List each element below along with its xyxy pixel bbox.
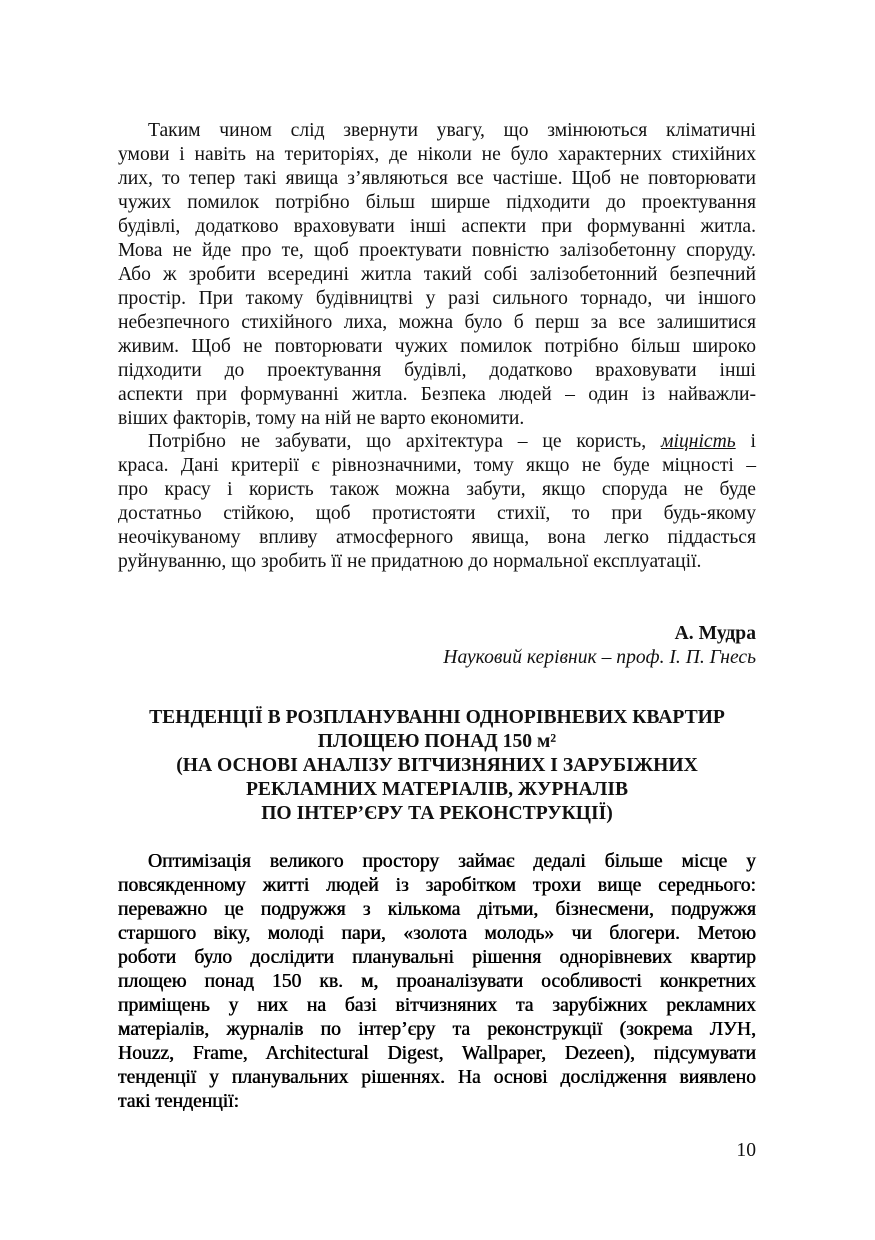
- title-line: РЕКЛАМНИХ МАТЕРІАЛІВ, ЖУРНАЛІВ: [245, 779, 629, 800]
- text-line: руйнуванню, що зробить її не придатною до нормальної експлуатації.: [118, 551, 702, 572]
- paragraph-2: [118, 430, 756, 574]
- page-number: 10: [736, 1140, 756, 1161]
- text-line: такі тенденції:: [118, 1091, 240, 1112]
- text-line: небезпечного стихійного лиха, можна було б перш за все залишитися: [118, 312, 756, 333]
- text-line: чужих помилок потрібно більш ширше підходити до проектування: [118, 192, 756, 213]
- text-line: Houzz, Frame, Architectural Digest, Wallpaper, Dezeen), підсумувати: [118, 1043, 756, 1064]
- title-line: ТЕНДЕНЦІЇ В РОЗПЛАНУВАННІ ОДНОРІВНЕВИХ КВАРТИР: [149, 707, 725, 728]
- article-title: [118, 706, 756, 826]
- text-line: Оптимізація великого простору займає дедалі більше місце у: [148, 851, 756, 872]
- text-line: площею понад 150 кв. м, проаналізувати особливості конкретних: [118, 971, 756, 992]
- paragraph-3: [118, 850, 756, 1114]
- emphasized-word: міцність: [661, 431, 736, 452]
- text-line: старшого віку, молоді пари, «золота молодь» чи блогери. Метою: [118, 923, 756, 944]
- text-line: тенденції у планувальних рішеннях. На основі дослідження виявлено: [118, 1067, 756, 1088]
- text-line: матеріалів, журналів по інтер’єру та реконструкції (зокрема ЛУН,: [118, 1019, 756, 1040]
- text-line: [118, 430, 756, 454]
- text-line: про красу і користь також можна забути, якщо споруда не буде: [118, 479, 756, 500]
- title-line: ПО ІНТЕР’ЄРУ ТА РЕКОНСТРУКЦІЇ): [261, 803, 613, 824]
- text-line: будівлі, додатково враховувати інші аспекти при формуванні житла.: [118, 216, 756, 237]
- text-line: Таким чином слід звернути увагу, що змінюються кліматичні: [148, 120, 756, 141]
- text-segment: і: [750, 431, 756, 452]
- text-line: неочікуваному впливу атмосферного явища, вона легко піддасться: [118, 527, 756, 548]
- text-line: Або ж зробити всередині житла такий собі залізобетонний безпечний: [118, 264, 756, 285]
- text-line: підходити до проектування будівлі, додатково враховувати інші: [118, 360, 756, 381]
- text-line: повсякденному житті людей із заробітком трохи вище середнього:: [118, 875, 756, 896]
- text-line: достатньо стійкою, щоб протистояти стихії, то при будь-якому: [118, 503, 756, 524]
- text-line: приміщень у них на базі вітчизняних та зарубіжних рекламних: [118, 995, 756, 1016]
- title-line: ПЛОЩЕЮ ПОНАД 150 м²: [317, 731, 557, 752]
- paragraph-1: [118, 119, 756, 431]
- text-line: Мова не йде про те, щоб проектувати повністю залізобетонну споруду.: [118, 240, 756, 261]
- text-line: віших факторів, тому на ній не варто економити.: [118, 408, 525, 429]
- text-line: лих, то тепер такі явища з’являються все частіше. Щоб не повторювати: [118, 168, 756, 189]
- text-line: простір. При такому будівництві у разі сильного торнадо, чи іншого: [118, 288, 756, 309]
- text-line: умови і навіть на територіях, де ніколи не було характерних стихійних: [118, 144, 756, 165]
- author-name: А. Мудра: [674, 623, 756, 644]
- text-line: краса. Дані критерії є рівнозначними, тому якщо не буде міцності –: [118, 455, 756, 476]
- text-line: аспекти при формуванні житла. Безпека людей – один із найважли-: [118, 384, 756, 405]
- title-line: (НА ОСНОВІ АНАЛІЗУ ВІТЧИЗНЯНИХ І ЗАРУБІЖНИХ: [176, 755, 698, 776]
- text-line: живим. Щоб не повторювати чужих помилок потрібно більш широко: [118, 336, 756, 357]
- supervisor: Науковий керівник – проф. І. П. Гнесь: [443, 647, 756, 668]
- text-line: переважно це подружжя з кількома дітьми, бізнесмени, подружжя: [118, 899, 756, 920]
- text-segment: Потрібно не забувати, що архітектура – це користь,: [148, 431, 647, 452]
- author-block: [118, 622, 756, 670]
- text-line: роботи було дослідити планувальні рішення однорівневих квартир: [118, 947, 756, 968]
